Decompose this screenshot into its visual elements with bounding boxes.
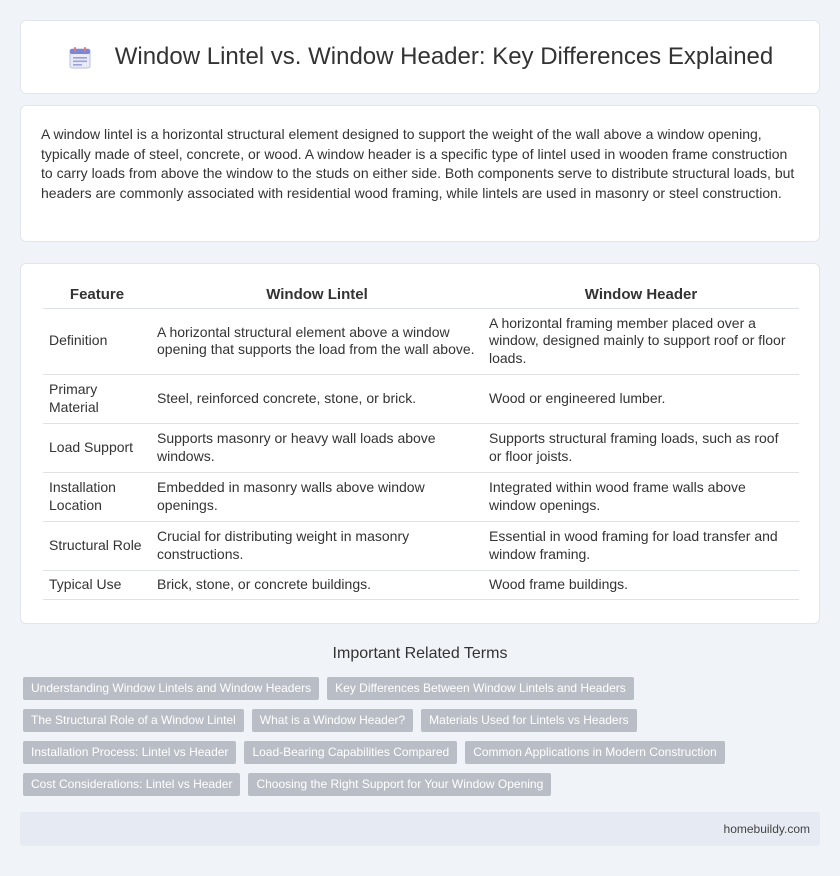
header-window-header: Window Header	[483, 284, 799, 308]
row-feature: Typical Use	[43, 570, 151, 599]
tag-row	[23, 773, 823, 796]
related-term-tag[interactable]: The Structural Role of a Window Lintel	[23, 709, 244, 732]
row-header-value: Wood or engineered lumber.	[483, 374, 799, 423]
row-feature: Definition	[43, 308, 151, 374]
comparison-table	[43, 284, 799, 600]
table-row	[43, 374, 799, 423]
title-card	[20, 20, 820, 94]
row-header-value: Wood frame buildings.	[483, 570, 799, 599]
row-lintel-value: Supports masonry or heavy wall loads above windows.	[151, 423, 483, 472]
related-terms-list	[23, 677, 823, 805]
row-lintel-value: Brick, stone, or concrete buildings.	[151, 570, 483, 599]
row-header-value: Essential in wood framing for load transfer and window framing.	[483, 521, 799, 570]
row-lintel-value: Embedded in masonry walls above window openings.	[151, 472, 483, 521]
row-lintel-value: Crucial for distributing weight in masonry constructions.	[151, 521, 483, 570]
intro-card	[20, 105, 820, 242]
tag-row	[23, 677, 823, 700]
footer-site-name: homebuildy.com	[723, 822, 810, 836]
table-row	[43, 570, 799, 599]
row-feature: Load Support	[43, 423, 151, 472]
tag-row	[23, 709, 823, 732]
row-lintel-value: A horizontal structural element above a window opening that supports the load from the wall above.	[151, 308, 483, 374]
footer	[20, 812, 820, 846]
calendar-document-icon	[67, 45, 93, 71]
related-terms-heading: Important Related Terms	[332, 645, 508, 662]
header-feature: Feature	[43, 284, 151, 308]
related-term-tag[interactable]: Installation Process: Lintel vs Header	[23, 741, 236, 764]
table-row	[43, 521, 799, 570]
related-term-tag[interactable]: Load-Bearing Capabilities Compared	[244, 741, 457, 764]
related-term-tag[interactable]: Common Applications in Modern Construction	[465, 741, 724, 764]
tag-row	[23, 741, 823, 764]
page-title: Window Lintel vs. Window Header: Key Differences Explained	[114, 43, 774, 70]
related-term-tag[interactable]: What is a Window Header?	[252, 709, 413, 732]
row-lintel-value: Steel, reinforced concrete, stone, or brick.	[151, 374, 483, 423]
related-term-tag[interactable]: Materials Used for Lintels vs Headers	[421, 709, 636, 732]
row-header-value: Integrated within wood frame walls above window openings.	[483, 472, 799, 521]
table-row	[43, 308, 799, 374]
header-window-lintel: Window Lintel	[151, 284, 483, 308]
row-header-value: A horizontal framing member placed over a window, designed mainly to support roof or floor loads.	[483, 308, 799, 374]
row-feature: Primary Material	[43, 374, 151, 423]
table-row	[43, 472, 799, 521]
row-header-value: Supports structural framing loads, such as roof or floor joists.	[483, 423, 799, 472]
related-term-tag[interactable]: Key Differences Between Window Lintels and Headers	[327, 677, 634, 700]
related-term-tag[interactable]: Understanding Window Lintels and Window Headers	[23, 677, 319, 700]
table-row	[43, 423, 799, 472]
row-feature: Installation Location	[43, 472, 151, 521]
row-feature: Structural Role	[43, 521, 151, 570]
comparison-card	[20, 263, 820, 624]
table-header-row	[43, 284, 799, 308]
related-term-tag[interactable]: Cost Considerations: Lintel vs Header	[23, 773, 240, 796]
related-term-tag[interactable]: Choosing the Right Support for Your Window Opening	[248, 773, 551, 796]
intro-paragraph: A window lintel is a horizontal structural element designed to support the weight of the wall above a window opening, typically made of steel, concrete, or wood. A window header is a specific type of lintel used in wooden frame construction to carry loads from above the window to the studs on either side. Both components serve to distribute structural loads, but headers are commonly associated with residential wood framing, while lintels are used in masonry or steel construction.	[41, 126, 795, 201]
